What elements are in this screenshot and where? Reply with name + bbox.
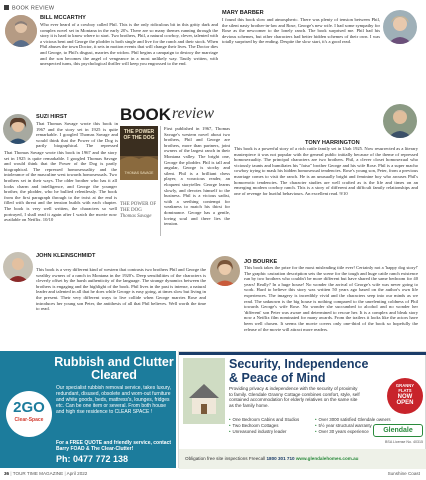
avatar-bill bbox=[5, 15, 37, 47]
book-cover bbox=[120, 126, 158, 180]
ad-glendale-phone[interactable]: 1800 301 710 bbox=[266, 456, 295, 461]
section-tag: BOOK REVIEW bbox=[4, 5, 54, 12]
reviewer-name-tony: TONY HARRINGTON bbox=[305, 140, 360, 146]
list-item: • Over 3000 satisfied Glendale owners bbox=[315, 417, 391, 423]
ad-glendale-url[interactable]: www.glendalehomes.com.au bbox=[295, 456, 359, 461]
cottage-icon bbox=[183, 358, 225, 424]
ad-glendale-title: Security, Independence & Peace of Mind bbox=[229, 357, 369, 385]
book-title-word: BOOK bbox=[120, 105, 171, 124]
avatar-john bbox=[3, 252, 33, 282]
review-text-suzi-intro: That Thomas Savage wrote this book in 1967 and the story set in 1925 is quite remarkable. I googled Thomas Savage and would think that the Power of the Dog is partly biographical. The repressed bbox=[36, 121, 118, 149]
page-number: 36 bbox=[4, 471, 10, 476]
bsa-license: BSA License No. 40315 bbox=[385, 440, 423, 444]
book-caption: THE POWER OF THE DOG Thomas Savage bbox=[120, 202, 157, 219]
publication-name: TOUR TIME MAGAZINE bbox=[12, 471, 64, 476]
ad-glendale-features-left bbox=[229, 417, 309, 435]
reviewer-name-john: JOHN KLEINSCHMIDT bbox=[36, 253, 96, 259]
ad-glendale[interactable] bbox=[178, 351, 426, 468]
divider bbox=[179, 352, 426, 355]
issue-date: April 2022 bbox=[66, 471, 88, 476]
review-text-tony: This book is a powerful story of a rich cattle family set in Utah 1925. Now resurrected as a literary masterpiece it was not popular with the general public initially because of the theme of repressed homosexuality. The principal characters are two brothers. Phil, a clever closet homosexual who viciously taunts and humiliates his "fatso" brother George and his wife Rose. Phil is a super macho cowboy trying to mask his hidden homosexual tendencies. Rose's young son, Peter, from a previous marriage comes to visit the ranch. He is an unusually bright and feminine boy who arouses Phil's homoerotic tendencies. The character studies are well crafted as is the life and times on an emerging modern cowboy ranch. This is a story of different and difficult family relationships and one of revenge for hurtful behaviours. An excellent read. 9/10 bbox=[234, 146, 418, 196]
review-text-bill: Who ever heard of a cowboy called Phil. This is the only ridiculous bit in this gritty dark and complex novel set in Montana in the early 20's. There are so many themes running through the story it is hard to know where to start. Two brothers, Phil, a natural cowboy, clever, talented with a vicious bent and George the plodder is both single and live for the ranch and their stock. When Phil abuses the town Doctor, it sets in motion events that will change their lives. The Doctor dies and George, to Phil's disgust, marries the widow. Phil begins a campaign to destroy the marriage and the son becomes the angel of vengeance in a most unlikely way. Tautly written, with unexpected turns, this psychological thriller will keep you engrossed to the end. bbox=[40, 22, 218, 67]
granny-flats-badge: GRANNY FLATS NOW OPEN bbox=[387, 378, 423, 414]
review-text-mary: I found this book slow and atmospheric. There was plenty of tension between Phil, the silent nasty brother-in-law and Rose, George's new wife. I had some sympathy for Rose as the newcomer to the lonely ranch. The book surprised me. Phil had his devious schemes, but other characters had better hidden schemes of their own. I was totally surprised by the ending. Despite the slow start, it's a good read. bbox=[222, 17, 380, 45]
review-text-john: This book is a very different kind of western that contrasts two brothers Phil and George the wealthy owners of a ranch in Montana in the 1920's. Deep sensibilities of the characters is cleverly offset by the harsh authenticity of the language. The strange dynamics between the brothers is engaging and the highlight of the book. Phil lives in the past is intense, a natural leader and talented in all that he does while George is easy going, at times slow but living in the present. Their very different ways to live collide when George marries Rose and introduces her young son Peter, the antithesis of all that Phil believes. Well worth the time to read. bbox=[36, 267, 206, 312]
ad-glendale-footer: Obligation free site inspections Freecall 1800 301 710 www.glendalehomes.com.au bbox=[185, 456, 359, 461]
book-blurb: First published in 1967, Thomas Savage's western novel about two brothers, Phil and George are brothers, more than partners, joint owners of the largest ranch in their Montana valley. The bright one, George the plodder. Phil is tall and angular, George is stocky and silent. Phil is a brilliant chess player, a voracious reader, an eloquent storyteller. George learns slowly, and devotes himself to the business. Phil is a vicious sadist, with a seething contempt for weakness to match his thirst for dominance. George has a gentle, loving soul and there lies the tension. bbox=[164, 126, 230, 227]
avatar-jo bbox=[210, 256, 240, 286]
list-item: • Unreasoned industry leader bbox=[229, 429, 309, 435]
avatar-suzi bbox=[3, 114, 33, 144]
ad-rubbish[interactable] bbox=[0, 351, 176, 468]
page-footer: 36 | TOUR TIME MAGAZINE | April 2022 bbox=[4, 471, 88, 476]
reviewer-name-bill: BILL MCCARTHY bbox=[40, 15, 86, 21]
region-label: Sunshine Coast bbox=[387, 471, 420, 476]
list-item: • One Bedroom Cabins and Studios bbox=[229, 417, 309, 423]
list-item: • 5½ year structural warranty bbox=[315, 423, 391, 429]
review-text-suzi: That Thomas Savage wrote this book in 1967 and the story set in 1925 is quite remarkable. I googled Thomas Savage and would think that the Power of the Dog is partly biographical. The repressed homosexuality and the intolerance of the masculine west towards homosexuals. Two brothers set in their ways. The older brother who has it all looks charm and intelligence, and George the younger brother, the plodder, who he bullied relentlessly. The book from the first paragraph through to the twist at the end is filled with threat and the tension builds with each chapter. The book is very well written, the characters so well portrayed, I shall read it again after I watch the movie now available on Netflix. 10/10 bbox=[4, 150, 117, 223]
square-icon bbox=[4, 5, 9, 10]
ad-rubbish-title: Rubbish and Clutter Cleared bbox=[54, 355, 174, 382]
avatar-mary bbox=[383, 10, 417, 44]
list-item: • Two Bedroom Cottages bbox=[229, 423, 309, 429]
ad-rubbish-cta: For a FREE QUOTE and friendly service, contact Barry FOAD & The Clear-Clutter! bbox=[56, 440, 172, 452]
reviewer-name-suzi: SUZI HIRST bbox=[36, 114, 68, 120]
ad-rubbish-phone[interactable]: Ph: 0477 772 138 bbox=[56, 454, 129, 464]
list-item: • Over 30 years experience bbox=[315, 429, 391, 435]
glendale-logo: Glendale bbox=[373, 424, 423, 437]
ad-rubbish-logo: 2GO Clear-Space bbox=[6, 391, 52, 437]
ad-rubbish-body: Our specialist rubbish removal service, takes luxury, redundant, disused, obsolete and worn-out furniture and white goods, beds, mattress's, lounges, fridges etc. Can be one item or several. From both house and high rise residence to CLEAR SPACE ! bbox=[56, 385, 171, 415]
reviewer-name-mary: MARY BARBER bbox=[222, 10, 264, 16]
book-cover-author: THOMAS SAVAGE bbox=[124, 171, 154, 175]
reviewer-name-jo: JO BOURKE bbox=[244, 259, 278, 265]
review-text-jo: This book takes the prize for the most misleading title ever! Certainly not a 'happy dog story!' The graphic castration description sets the scene for the tough and huge cattle ranch existence run by two brothers who couldn't be more different but have shared the same bedroom for 40 years! Really? In a huge house! No wonder the arrival of George's wife was never going to work. Hard to believe this story was written 50 years ago based on the author's own life experiences. The imagery is incredibly vivid and the characters seep into our minds as we read. The unknown is the big house is nothing compared to the unrelenting coldness of Phil towards George's wife Rose. No wonder she succumbed to alcohol and no wonder her 'different' son Peter was aware and determined to rescue her. It is a complex and bleak story now a Netflix film nominated for many awards. From the trailers it looks like the actors have been well chosen. It seems the movie covers only one-third of the book so hopefully the release of the movie will attract more readers. bbox=[244, 265, 418, 332]
divider bbox=[160, 126, 161, 236]
ad-glendale-body: Providing privacy & independence with the security of proximity to family. Glendale Granny Cottage combines comfort, style, self contained accommodation for elderly relatives on the same site as the family home. bbox=[229, 386, 360, 408]
book-title-script: review bbox=[172, 105, 215, 122]
book-cover-title: THE POWER OF THE DOG bbox=[123, 129, 155, 141]
avatar-tony bbox=[383, 104, 417, 138]
